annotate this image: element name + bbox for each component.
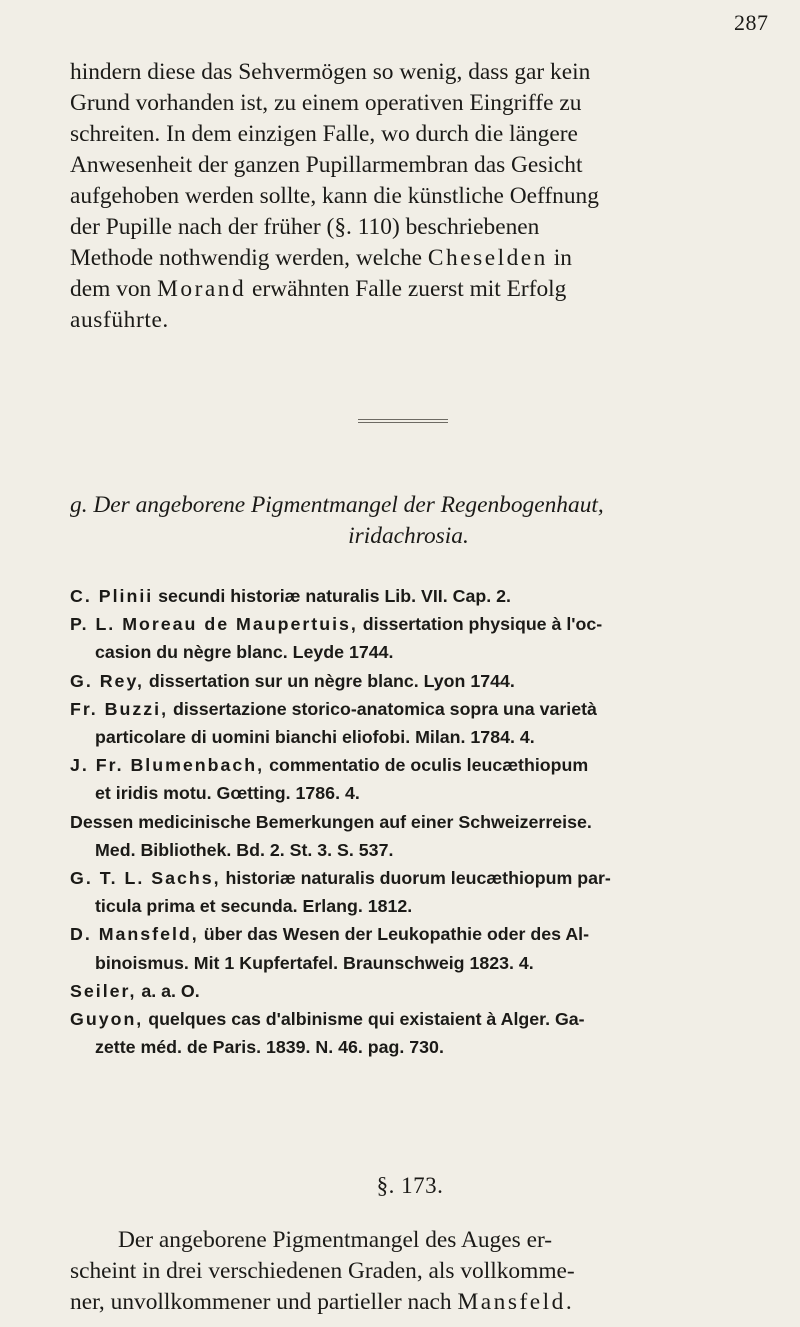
reference-author: Seiler, [70, 980, 137, 1001]
reference-author: D. Mansfeld, [70, 924, 199, 945]
heading-line: g. Der angeborene Pigmentmangel der Regenbogenhaut, [70, 492, 604, 518]
reference-text: dissertation physique à l'oc- [362, 614, 603, 635]
reference-text: et iridis motu. Gœtting. 1786. 4. [95, 783, 360, 804]
reference-text: particolare di uomini bianchi eliofobi. Milan. 1784. 4. [95, 727, 535, 748]
paragraph-bottom [70, 1225, 762, 1318]
reference-author: P. L. Moreau de Maupertuis, [70, 614, 358, 635]
reference-author: J. Fr. Blumenbach, [70, 755, 265, 776]
text-segment: in [553, 245, 572, 271]
reference-text: historiæ naturalis duorum leucæthiopum par- [225, 868, 611, 889]
reference-author: Guyon, [70, 1009, 144, 1030]
reference-entry [70, 582, 770, 610]
reference-entry [70, 751, 770, 807]
text-line: scheint in drei verschiedenen Graden, als vollkomme- [70, 1258, 575, 1284]
reference-text: ticula prima et secunda. Erlang. 1812. [95, 896, 413, 917]
text-segment: dem von [70, 276, 152, 302]
reference-text: dissertation sur un nègre blanc. Lyon 1744. [148, 670, 515, 691]
section-divider [358, 419, 448, 423]
text-line: Grund vorhanden ist, zu einem operativen Eingriffe zu [70, 90, 582, 116]
reference-entry [70, 1005, 770, 1061]
text-line: hindern diese das Sehvermögen so wenig, dass gar kein [70, 59, 591, 85]
reference-text: dissertazione storico-anatomica sopra una varietà [173, 698, 597, 719]
reference-author: G. Rey, [70, 670, 144, 691]
page-number: 287 [734, 10, 769, 35]
reference-text: über das Wesen der Leukopathie oder des Al- [203, 924, 590, 945]
reference-author: C. Plinii [70, 586, 154, 606]
reference-entry [70, 667, 770, 695]
section-heading [70, 490, 762, 552]
section-number: §. 173. [376, 1173, 444, 1198]
text-line [70, 274, 762, 305]
paragraph-top [70, 57, 762, 336]
text-line: Der angeborene Pigmentmangel des Auges er- [118, 1227, 553, 1253]
text-segment: Methode nothwendig werden, welche [70, 245, 423, 271]
reference-text: secundi historiæ naturalis Lib. VII. Cap. 2. [158, 586, 511, 606]
reference-author: Fr. Buzzi, [70, 698, 169, 719]
person-name-mansfeld: Mansfeld. [457, 1289, 575, 1315]
reference-text: Med. Bibliothek. Bd. 2. St. 3. S. 537. [95, 839, 394, 860]
reference-entry [70, 808, 770, 864]
reference-entry [70, 610, 770, 666]
text-line: ausführte. [70, 307, 169, 333]
text-segment: erwähnten Falle zuerst mit Erfolg [252, 276, 567, 302]
reference-entry [70, 695, 770, 751]
text-line [70, 1287, 762, 1318]
reference-text: casion du nègre blanc. Leyde 1744. [95, 642, 394, 663]
reference-author: G. T. L. Sachs, [70, 868, 221, 889]
reference-text: Dessen medicinische Bemerkungen auf einer Schweizerreise. [70, 811, 592, 832]
person-name-cheselden: Cheselden [427, 245, 548, 271]
text-line: aufgehoben werden sollte, kann die künstliche Oeffnung [70, 183, 599, 209]
reference-text: zette méd. de Paris. 1839. N. 46. pag. 730. [95, 1037, 444, 1058]
reference-text: quelques cas d'albinisme qui existaient à Alger. Ga- [148, 1009, 585, 1030]
reference-text: binoismus. Mit 1 Kupfertafel. Braunschweig 1823. 4. [95, 952, 534, 973]
reference-text: a. a. O. [141, 980, 200, 1001]
reference-entry [70, 864, 770, 920]
reference-entry [70, 977, 770, 1005]
text-line: schreiten. In dem einzigen Falle, wo durch die längere [70, 121, 578, 147]
reference-entry [70, 920, 770, 976]
text-segment: ner, unvollkommener und partieller nach [70, 1289, 452, 1315]
heading-line: iridachrosia. [348, 523, 469, 549]
reference-text: commentatio de oculis leucæthiopum [269, 755, 589, 776]
person-name-morand: Morand [157, 276, 247, 302]
text-line: der Pupille nach der früher (§. 110) beschriebenen [70, 214, 540, 240]
text-line [70, 243, 762, 274]
reference-list [70, 582, 770, 1061]
text-line: Anwesenheit der ganzen Pupillarmembran das Gesicht [70, 152, 583, 178]
